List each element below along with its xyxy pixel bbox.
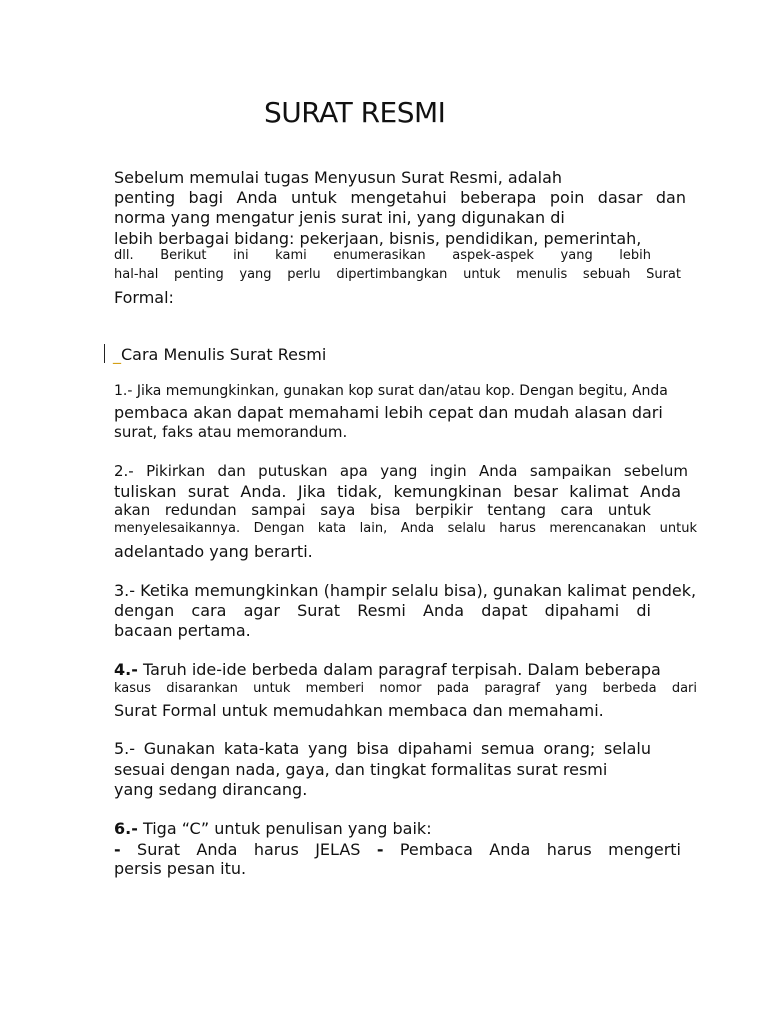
point6-number: 6.- bbox=[114, 819, 138, 838]
point2-line-3: akan redundan sampai saya bisa berpikir tentang cara untuk bbox=[114, 501, 651, 519]
point1-line-3: surat, faks atau memorandum. bbox=[114, 423, 348, 441]
point5-line-1: 5.- Gunakan kata-kata yang bisa dipahami semua orang; selalu bbox=[114, 739, 651, 758]
point4-line-1 bbox=[114, 662, 661, 678]
point4-number: 4.- bbox=[114, 660, 138, 679]
text-cursor bbox=[104, 344, 105, 363]
section-heading: Cara Menulis Surat Resmi bbox=[121, 345, 327, 364]
intro-line-2: penting bagi Anda untuk mengetahui beberapa poin dasar dan bbox=[114, 188, 686, 207]
point2-line-5: adelantado yang berarti. bbox=[114, 542, 313, 561]
point2-line-1: 2.- Pikirkan dan putuskan apa yang ingin Anda sampaikan sebelum bbox=[114, 462, 688, 480]
point6-dash-2: - bbox=[376, 840, 384, 859]
point6-line-2 bbox=[114, 842, 681, 858]
intro-line-1: Sebelum memulai tugas Menyusun Surat Resmi, adalah bbox=[114, 168, 563, 187]
intro-line-5: dll. Berikut ini kami enumerasikan aspek-aspek yang lebih bbox=[114, 248, 651, 263]
point6-line-3: persis pesan itu. bbox=[114, 859, 247, 878]
point3-line-3: bacaan pertama. bbox=[114, 621, 251, 640]
point6-line-1-text: Tiga “C” untuk penulisan yang baik: bbox=[137, 819, 432, 838]
point3-line-2: dengan cara agar Surat Resmi Anda dapat dipahami di bbox=[114, 601, 651, 620]
point3-line-1: 3.- Ketika memungkinkan (hampir selalu bisa), gunakan kalimat pendek, bbox=[114, 581, 697, 600]
point4-line-1-text: Taruh ide-ide berbeda dalam paragraf terpisah. Dalam beberapa bbox=[137, 660, 661, 679]
point6-line-2-b: Pembaca Anda harus mengerti bbox=[383, 840, 682, 859]
point2-line-2: tuliskan surat Anda. Jika tidak, kemungkinan besar kalimat Anda bbox=[114, 482, 681, 501]
point4-line-3: Surat Formal untuk memudahkan membaca dan memahami. bbox=[114, 701, 604, 720]
point2-line-4: menyelesaikannya. Dengan kata lain, Anda selalu harus merencanakan untuk bbox=[114, 521, 697, 536]
point4-line-2: kasus disarankan untuk memberi nomor pada paragraf yang berbeda dari bbox=[114, 681, 697, 696]
intro-line-6: hal-hal penting yang perlu dipertimbangkan untuk menulis sebuah Surat bbox=[114, 267, 681, 282]
point1-line-1: 1.- Jika memungkinkan, gunakan kop surat dan/atau kop. Dengan begitu, Anda bbox=[114, 383, 668, 399]
intro-line-4: lebih berbagai bidang: pekerjaan, bisnis, pendidikan, pemerintah, bbox=[114, 229, 642, 248]
point1-line-2: pembaca akan dapat memahami lebih cepat dan mudah alasan dari bbox=[114, 403, 663, 422]
section-heading-row bbox=[104, 344, 326, 364]
point6-line-2-a: Surat Anda harus JELAS bbox=[120, 840, 377, 859]
document-title: SURAT RESMI bbox=[264, 96, 446, 129]
point5-line-2: sesuai dengan nada, gaya, dan tingkat formalitas surat resmi bbox=[114, 760, 608, 779]
point6-line-1 bbox=[114, 821, 432, 837]
point6-dash-1: - bbox=[114, 840, 121, 859]
heading-underscore-mark: _ bbox=[113, 345, 121, 364]
intro-line-3: norma yang mengatur jenis surat ini, yang digunakan di bbox=[114, 208, 565, 227]
point5-line-3: yang sedang dirancang. bbox=[114, 780, 308, 799]
intro-line-7: Formal: bbox=[114, 288, 174, 307]
